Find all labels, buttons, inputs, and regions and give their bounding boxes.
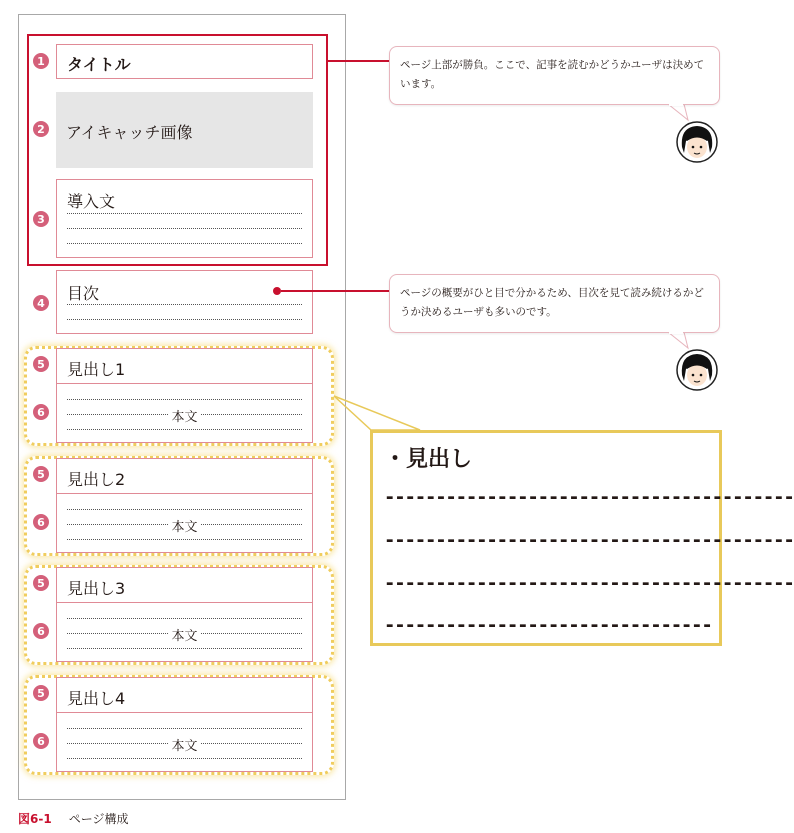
- figure-caption: [18, 808, 129, 827]
- marker-3: 3: [33, 211, 49, 227]
- intro-line: [67, 228, 302, 229]
- heading-label: 見出し4: [67, 689, 126, 708]
- title-box: [56, 44, 313, 79]
- body-line: [67, 648, 302, 649]
- marker-6: 6: [33, 733, 49, 749]
- toc-label: 目次: [67, 284, 100, 303]
- toc-line: [67, 319, 302, 320]
- intro-box: [56, 179, 313, 258]
- section-box: [56, 458, 313, 553]
- bubble-tail: [668, 104, 688, 120]
- title-label: タイトル: [67, 55, 131, 74]
- callout-bubble-toc: [389, 274, 720, 333]
- zoom-line: ----------------------------------------: [384, 486, 794, 508]
- tail-mask: [669, 331, 683, 334]
- avatar-icon: [676, 349, 718, 391]
- body-line: [67, 618, 302, 619]
- section-box: [56, 348, 313, 443]
- tail-mask: [669, 103, 683, 106]
- toc-line: [67, 304, 302, 305]
- eyecatch-label: アイキャッチ画像: [66, 123, 193, 142]
- section-box: [56, 677, 313, 772]
- zoom-funnel: [334, 396, 420, 430]
- marker-5: 5: [33, 466, 49, 482]
- zoom-title: ・見出し: [384, 447, 473, 472]
- heading-divider: [57, 602, 312, 603]
- marker-2: 2: [33, 121, 49, 137]
- marker-6: 6: [33, 623, 49, 639]
- marker-5: 5: [33, 356, 49, 372]
- marker-4: 4: [33, 295, 49, 311]
- marker-6: 6: [33, 514, 49, 530]
- intro-line: [67, 213, 302, 214]
- body-line: [67, 429, 302, 430]
- bubble-tail: [668, 332, 688, 348]
- marker-5: 5: [33, 685, 49, 701]
- toc-box: [56, 270, 313, 334]
- section-box: [56, 567, 313, 662]
- zoom-line: ----------------------------------------: [384, 572, 794, 594]
- intro-label: 導入文: [67, 192, 116, 211]
- body-line: [67, 728, 302, 729]
- heading-label: 見出し2: [67, 470, 126, 489]
- zoom-line: ----------------------------------------: [384, 529, 794, 551]
- heading-label: 見出し3: [67, 579, 126, 598]
- heading-divider: [57, 712, 312, 713]
- body-line: [67, 509, 302, 510]
- body-label: 本文: [171, 739, 198, 754]
- callout-text: ページ上部が勝負。ここで、記事を読むかどうかユーザは決めています。: [400, 59, 705, 90]
- body-label: 本文: [171, 520, 198, 535]
- marker-1: 1: [33, 53, 49, 69]
- heading-label: 見出し1: [67, 360, 126, 379]
- body-line: [67, 539, 302, 540]
- intro-line: [67, 243, 302, 244]
- heading-divider: [57, 383, 312, 384]
- body-label: 本文: [171, 410, 198, 425]
- callout-bubble-top: [389, 46, 720, 105]
- body-line: [67, 399, 302, 400]
- body-line: [67, 758, 302, 759]
- callout-text: ページの概要がひと目で分かるため、目次を見て読み続けるかどうか決めるユーザも多いのです。: [400, 287, 704, 318]
- marker-6: 6: [33, 404, 49, 420]
- figure-title: ページ構成: [68, 812, 129, 826]
- heading-divider: [57, 493, 312, 494]
- eyecatch-box: [56, 92, 313, 168]
- marker-5: 5: [33, 575, 49, 591]
- zoom-box: [370, 430, 794, 646]
- zoom-line: --------------------------------: [384, 614, 712, 636]
- body-label: 本文: [171, 629, 198, 644]
- avatar-icon: [676, 121, 718, 163]
- toc-connector-dot: [273, 287, 281, 295]
- figure-number: 図6-1: [18, 812, 52, 826]
